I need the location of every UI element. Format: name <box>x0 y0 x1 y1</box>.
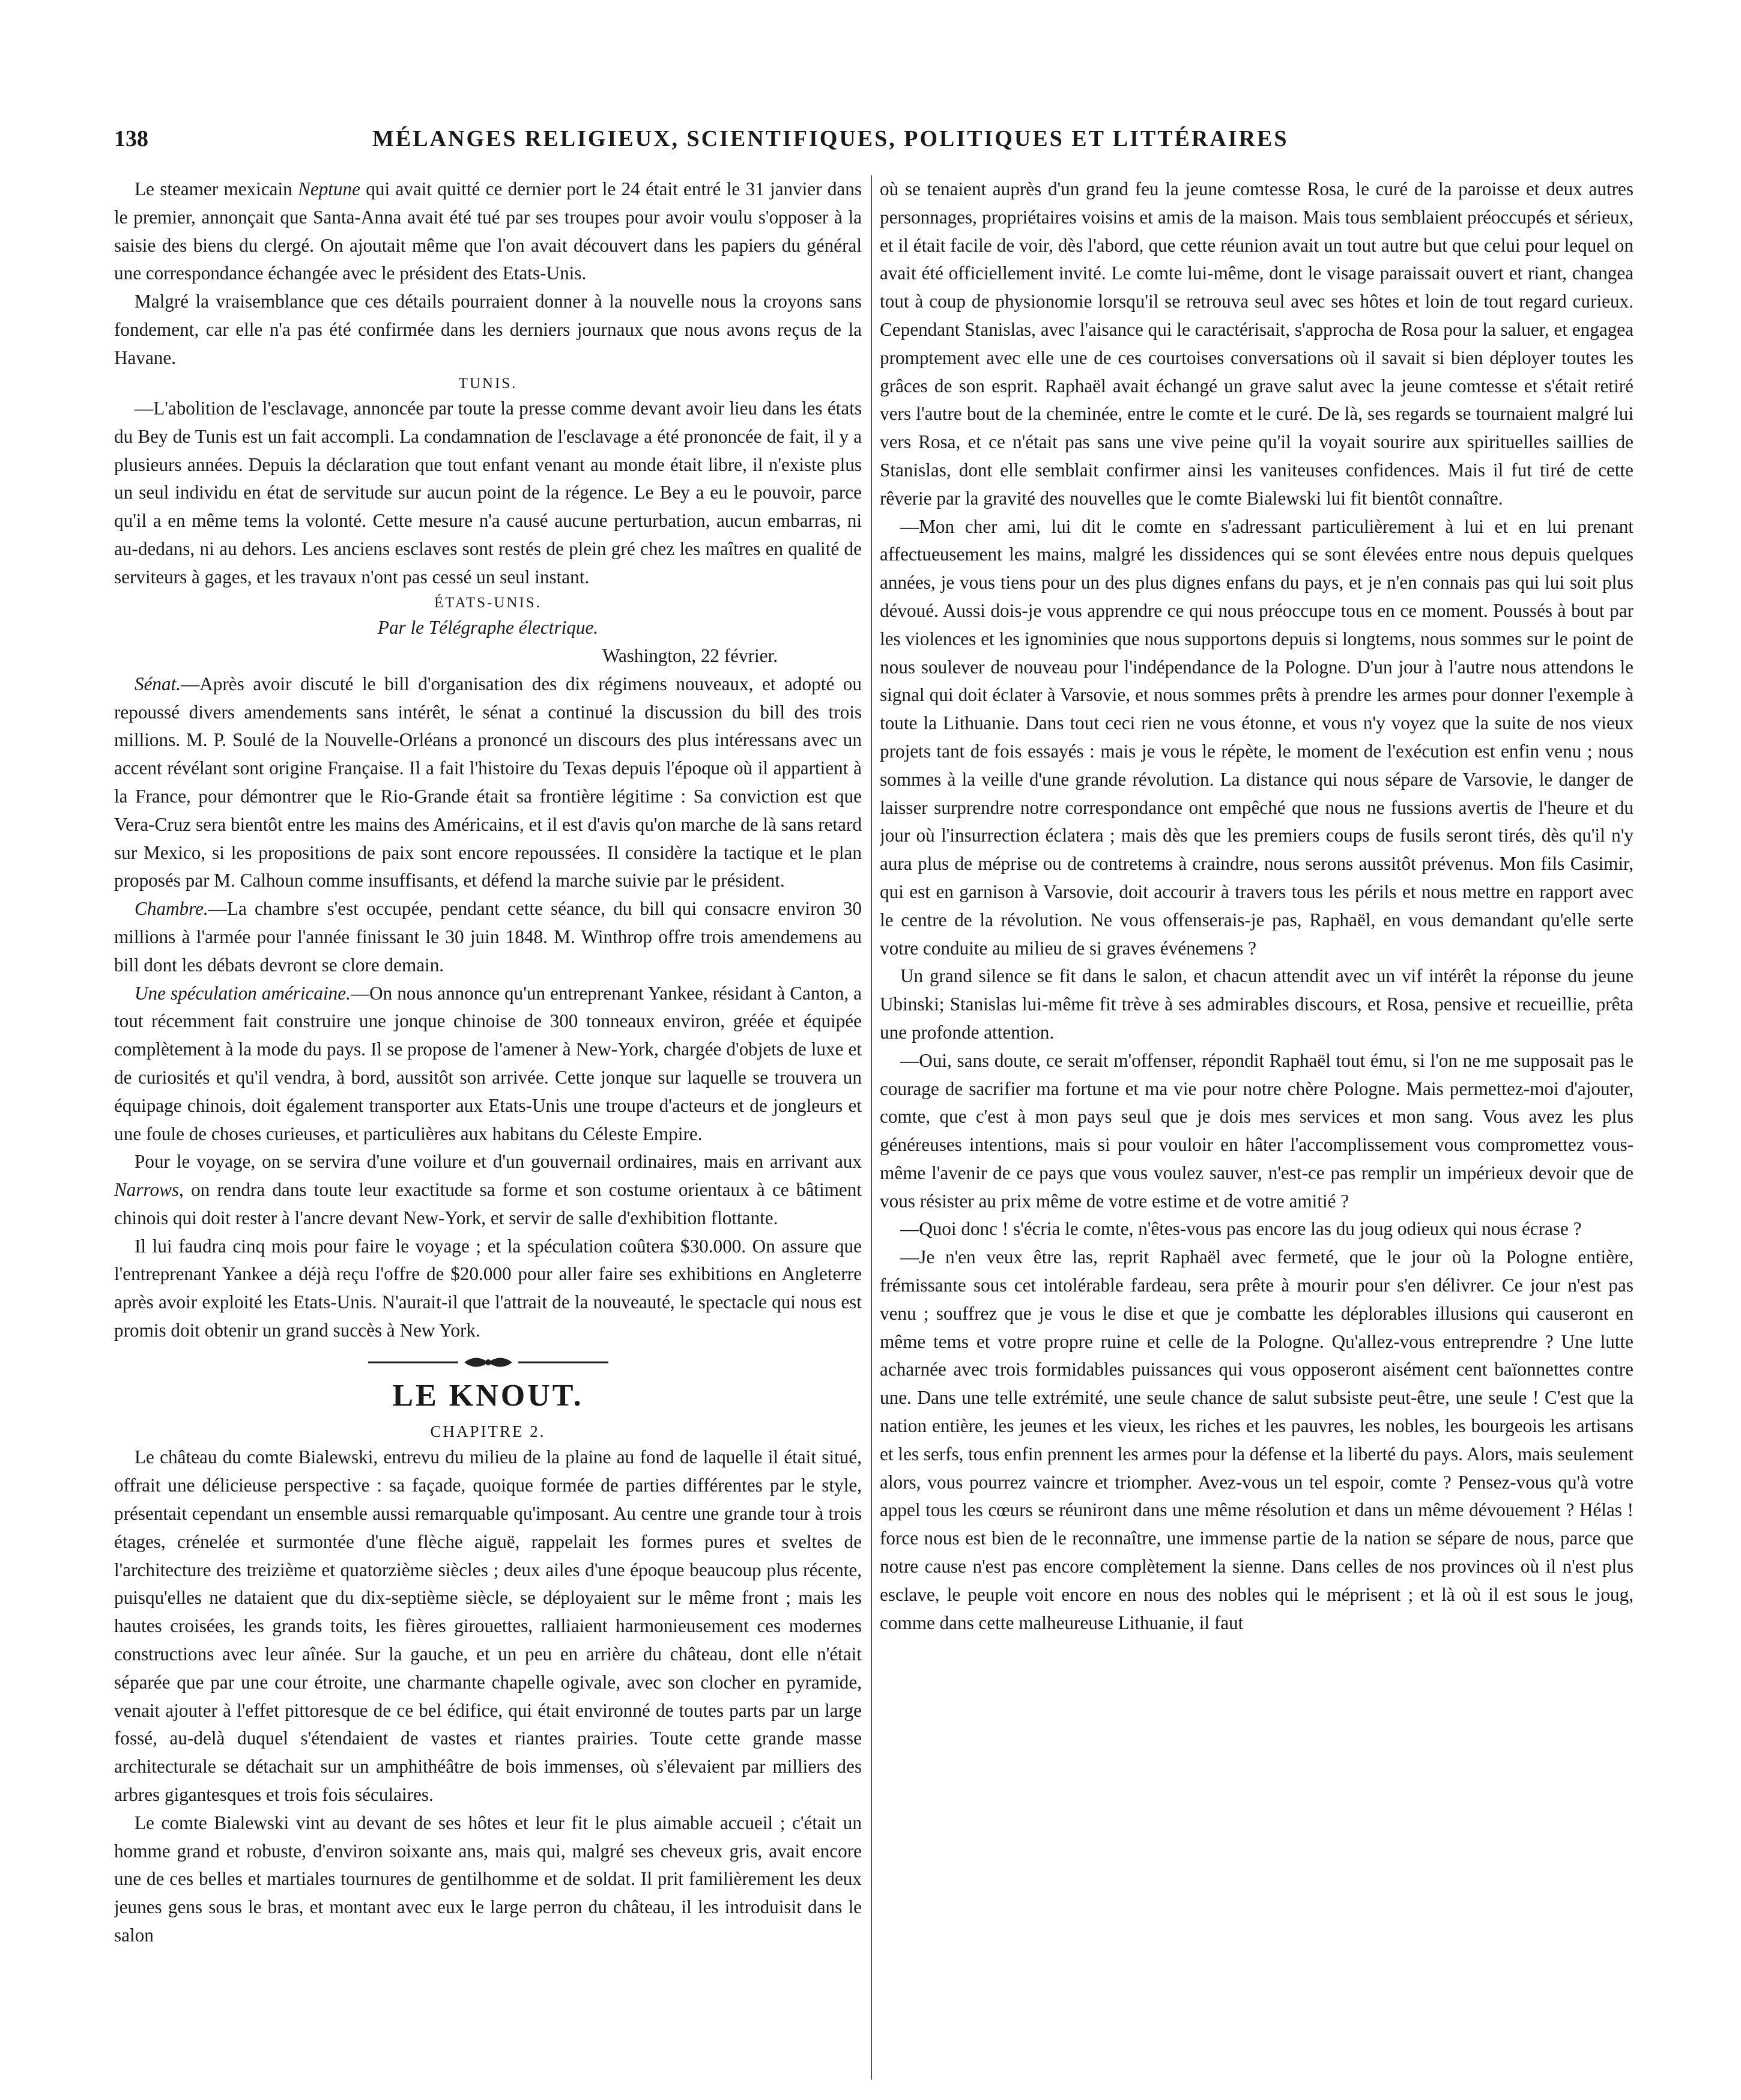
chambre-paragraph: Chambre.—La chambre s'est occupée, pendant cette séance, du bill qui consacre environ 30 millions à l'armée pour l'année finissant le 30 juin 1848. M. Winthrop offre trois amendemens au bill dont les débats devront se clore demain. <box>114 898 862 976</box>
voyage-paragraph: Pour le voyage, on se servira d'une voilure et d'un gouvernail ordinaires, mais en arrivant aux Narrows, on rendra dans toute leur exactitude sa forme et son costume orientaux à ce bâtiment chinois qui doit rester à l'ancre devant New-York, et servir de salle d'exhibition flottante. <box>114 1151 862 1228</box>
page-header <box>114 123 1634 165</box>
page-number: 138 <box>114 126 148 151</box>
cost-paragraph: Il lui faudra cinq mois pour faire le voyage ; et la spéculation coûtera $30.000. On assure que l'entreprenant Yankee a déjà reçu l'offre de $20.000 pour aller faire ses exhibitions en Angleterre après avoir exploité les Etats-Unis. N'aurait-il que l'attrait de la nouveauté, le spectacle qui nous est promis doit obtenir un grand succès à New York. <box>114 1235 862 1341</box>
left-column <box>114 175 862 2080</box>
ami-paragraph: —Mon cher ami, lui dit le comte en s'adressant particulièrement à lui et en lui prenant affectueusement les mains, malgré les dissidences qui se sont élevées entre nous depuis quelques années, je vous tiens pour un des plus dignes enfans du pays, et je n'en connais pas qui lui soit plus dévoué. Aussi dois-je vous apprendre ce qui nous préoccupe tous en ce moment. Poussés à bout par les violences et les ignominies que nous supportons depuis si longtems, nous sommes sur le point de nous soulever de nouveau pour l'indépendance de la Pologne. D'un jour à l'autre nous attendons le signal qui doit éclater à Varsovie, et nous sommes prêts à prendre les armes pour donner l'exemple à toute la Lithuanie. Dans tout ceci rien ne vous étonne, et vous n'y voyez que la suite de nos vieux projets tant de fois essayés : mais je vous le répète, le moment de l'exécution est enfin venu ; nous sommes à la veille d'une grande révolution. La distance qui nous sépare de Varsovie, le danger de laisser surprendre notre correspondance ont empêché que nous ne fussions avertis de l'heure et du jour où l'insurrection éclatera ; mais dès que les premiers coups de fusils seront tirés, dès qu'il n'y aura plus de méprise ou de contretems à craindre, nous serons aussitôt prévenus. Mon fils Casimir, qui est en garnison à Varsovie, doit accourir à travers tous les périls et nous mettre en rapport avec le centre de la révolution. Ne vous offenserais-je pas, Raphaël, en vous demandant qu'elle serte votre conduite au milieu de si graves événemens ? <box>880 515 1634 959</box>
chapter-heading: CHAPITRE 2. <box>430 1422 546 1440</box>
silence-paragraph: Un grand silence se fit dans le salon, et chacun attendit avec un vif intérêt la réponse du jeune Ubinski; Stanislas lui-même fit trève à ses admirables discours, et Rosa, pensive et recueillie, prêta une profonde attention. <box>880 965 1634 1043</box>
running-title: MÉLANGES RELIGIEUX, SCIENTIFIQUES, POLITIQUES ET LITTÉRAIRES <box>372 126 1289 151</box>
havana-paragraph: Malgré la vraisemblance que ces détails pourraient donner à la nouvelle nous la croyons sans fondement, car elle n'a pas été confirmée dans les derniers journaux que nous avons reçus de la Havane. <box>114 291 862 368</box>
senat-paragraph: Sénat.—Après avoir discuté le bill d'organisation des dix régimens nouveaux, et adopté ou repoussé divers amendements sans intérêt, le sénat a continué la discussion du bill des trois millions. M. P. Soulé de la Nouvelle-Orléans a prononcé un discours des plus intéressans avec un accent révélant sont origine Française. Il a fait l'histoire du Texas depuis l'époque où il appartient à la France, pour démontrer que le Rio-Grande était sa frontière légitime : Sa conviction est que Vera-Cruz sera bientôt entre les mains des Américains, et il est d'avis qu'on marche de là sans retard sur Mexico, si les propositions de paix sont encore repoussées. Il considère la tactique et le plan proposés par M. Calhoun comme insuffisants, et défend la marche suivie par le président. <box>114 673 862 891</box>
ornament-divider-icon <box>362 1353 614 1371</box>
tunis-paragraph: —L'abolition de l'esclavage, annoncée par toute la presse comme devant avoir lieu dans les états du Bey de Tunis est un fait accompli. La condamnation de l'esclavage a été prononcée de fait, il y a plusieurs années. Depuis la déclaration que tout enfant venant au monde était libre, il n'existe plus un seul individu en état de servitude sur aucun point de la régence. Le Bey a eu le pouvoir, parce qu'il a en même tems la volonté. Cette mesure n'a causé aucune perturbation, aucun embarras, ni au-dedans, ni au dehors. Les anciens esclaves sont restés de plein gré chez les maîtres en qualité de serviteurs à gages, et les travaux n'ont pas cessé un seul instant. <box>114 398 862 587</box>
column-divider <box>871 175 872 2080</box>
speculation-paragraph: Une spéculation américaine.—On nous annonce qu'un entreprenant Yankee, résidant à Canton, a tout récemment fait construire une jonque chinoise de 300 tonneaux environ, gréée et équipée complètement à la mode du pays. Il se propose de l'amener à New-York, chargée d'objets de luxe et de curiosités et qu'il vendra, à bord, aussitôt son arrivée. Cette jonque sur laquelle se trouvera un équipage chinois, doit également transporter aux Etats-Unis une troupe d'acteurs et de jongleurs et une foule de choses curieuses, et particulières aux habitans du Céleste Empire. <box>114 982 862 1144</box>
ship-name: Neptune <box>298 178 360 199</box>
usa-heading: ÉTATS-UNIS. <box>434 594 542 611</box>
chateau-paragraph: Le château du comte Bialewski, entrevu du milieu de la plaine au fond de laquelle il était situé, offrait une délicieuse perspective : sa façade, quoique formée de parties différentes par le style, présentait cependant un ensemble aussi remarquable qu'imposant. Au centre une grande tour à trois étages, crénelée et surmontée d'une flèche aiguë, rappelait les formes pures et sveltes de l'architecture des treizième et quatorzième siècles ; deux ailes d'une époque beaucoup plus récente, puisqu'elles ne dataient que du dix-septième siècle, se déployaient sur le même front ; mais les hautes croisées, les grands toits, les fières girouettes, ralliaient harmonieusement ces modernes constructions avec leur aînée. Sur la gauche, et un peu en arrière du château, dont elle n'était séparée que par une cour étroite, une charmante chapelle ogivale, avec son clocher en pyramide, venait ajouter à l'effet pittoresque de ce bel édifice, qui était environné de toutes parts par un large fossé, au-delà duquel s'étendaient de vastes et riantes prairies. Toute cette grande masse architecturale se détachait sur un amphithéâtre de bois immenses, où s'élevaient par milliers des arbres gigantesques et trois fois séculaires. <box>114 1446 862 1805</box>
salon-paragraph: où se tenaient auprès d'un grand feu la jeune comtesse Rosa, le curé de la paroisse et deux autres personnages, propriétaires voisins et amis de la maison. Mais tous semblaient préoccupés et sérieux, et il était facile de voir, dès l'abord, que cette réunion avait un tout autre but que celui pour lequel on avait été officiellement invité. Le comte lui-même, dont le visage paraissait ouvert et riant, changea tout à coup de physionomie lorsqu'il se retrouva seul avec ses hôtes et loin de tout regard curieux. Cependant Stanislas, avec l'aisance qui le caractérisait, s'approcha de Rosa pour la saluer, et engagea promptement avec elle une de ces courtoises conversations où il savait si bien déployer toutes les grâces de son esprit. Raphaël avait échangé un grave salut avec la jeune comtesse et s'était retiré vers l'autre bout de la cheminée, entre le comte et le curé. De là, ses regards se tournaient malgré lui vers Rosa, et ce n'était pas sans une vive peine qu'il la voyait sourire aux spirituelles saillies de Stanislas, dont elle semblait confirmer ainsi les vaniteuses confidences. Mais il fut tiré de cette rêverie par la gravité des nouvelles que le comte Bialewski lui fit bientôt connaître. <box>880 178 1634 509</box>
tunis-heading: TUNIS. <box>458 375 518 392</box>
right-column <box>880 175 1634 2080</box>
quoi-paragraph: —Quoi donc ! s'écria le comte, n'êtes-vous pas encore las du joug odieux qui nous écrase ? <box>900 1218 1582 1240</box>
oui-paragraph: —Oui, sans doute, ce serait m'offenser, répondit Raphaël tout ému, si l'on ne me supposait pas le courage de sacrifier ma fortune et ma vie pour notre chère Pologne. Mais permettez-moi d'ajouter, comte, que c'est à mon pays seul que je dois mes services et mon sang. Vous avez les plus généreuses intentions, mais si pour vouloir en hâter l'accomplissement vous compromettez vous-même l'avenir de ce pays que vous voulez sauver, n'est-ce pas remplir un impérieux devoir que de vous résister au prix même de votre estime et de votre amitié ? <box>880 1049 1634 1212</box>
las-paragraph: —Je n'en veux être las, reprit Raphaël avec fermeté, que le jour où la Pologne entière, frémissante sous cet intolérable fardeau, sera prête à mourir pour s'en délivrer. Ce jour n'est pas venu ; souffrez que je vous le dise et que je combatte les déplorables illusions qui causeront en même tems et votre propre ruine et celle de la Pologne. Qu'allez-vous entreprendre ? Une lutte acharnée avec trois formidables puissances qui vous opposeront aisément cent baïonnettes contre une. Dans une telle extrémité, une seule chance de salut subsiste peut-être, une seule ! C'est que la nation entière, les jeunes et les vieux, les riches et les pauvres, les nobles, les bourgeois les artisans et les serfs, tous enfin prennent les armes pour la défense et la liberté du pays. Alors, mais seulement alors, vous pourrez vaincre et triompher. Avez-vous un tel espoir, comte ? Pensez-vous qu'à votre appel tous les cœurs se réuniront dans une même résolution et dans un même dévouement ? Hélas ! force nous est bien de le reconnaître, une immense partie de la nation se sépare de nous, parce que notre cause n'est pas encore complètement la sienne. Dans celles de nos provinces où il n'est plus esclave, le peuple voit encore en nous des nobles qui le méprisent ; et là où il est sous le joug, comme dans cette malheureuse Lithuanie, il faut <box>880 1246 1634 1633</box>
mexico-news-paragraph: Le steamer mexicain Neptune qui avait quitté ce dernier port le 24 était entré le 31 janvier dans le premier, annonçait que Santa-Anna avait été tué par ses troupes pour avoir voulu s'opposer à la saisie des biens du clergé. On ajoutait même que l'on avait découvert dans les papiers du général une correspondance échangée avec le président des Etats-Unis. <box>114 178 862 284</box>
dateline: Washington, 22 février. <box>602 645 778 666</box>
comte-paragraph: Le comte Bialewski vint au devant de ses hôtes et leur fit le plus aimable accueil ; c'était un homme grand et robuste, d'environ soixante ans, mais qui, malgré ses cheveux gris, avait encore une de ces belles et martiales tournures de gentilhomme et de soldat. Il prit familièrement les deux jeunes gens sous le bras, et montant avec eux le large perron du château, il les introduisit dans le salon <box>114 1812 862 1946</box>
story-title: LE KNOUT. <box>392 1378 584 1413</box>
telegraph-line: Par le Télégraphe électrique. <box>377 617 599 639</box>
